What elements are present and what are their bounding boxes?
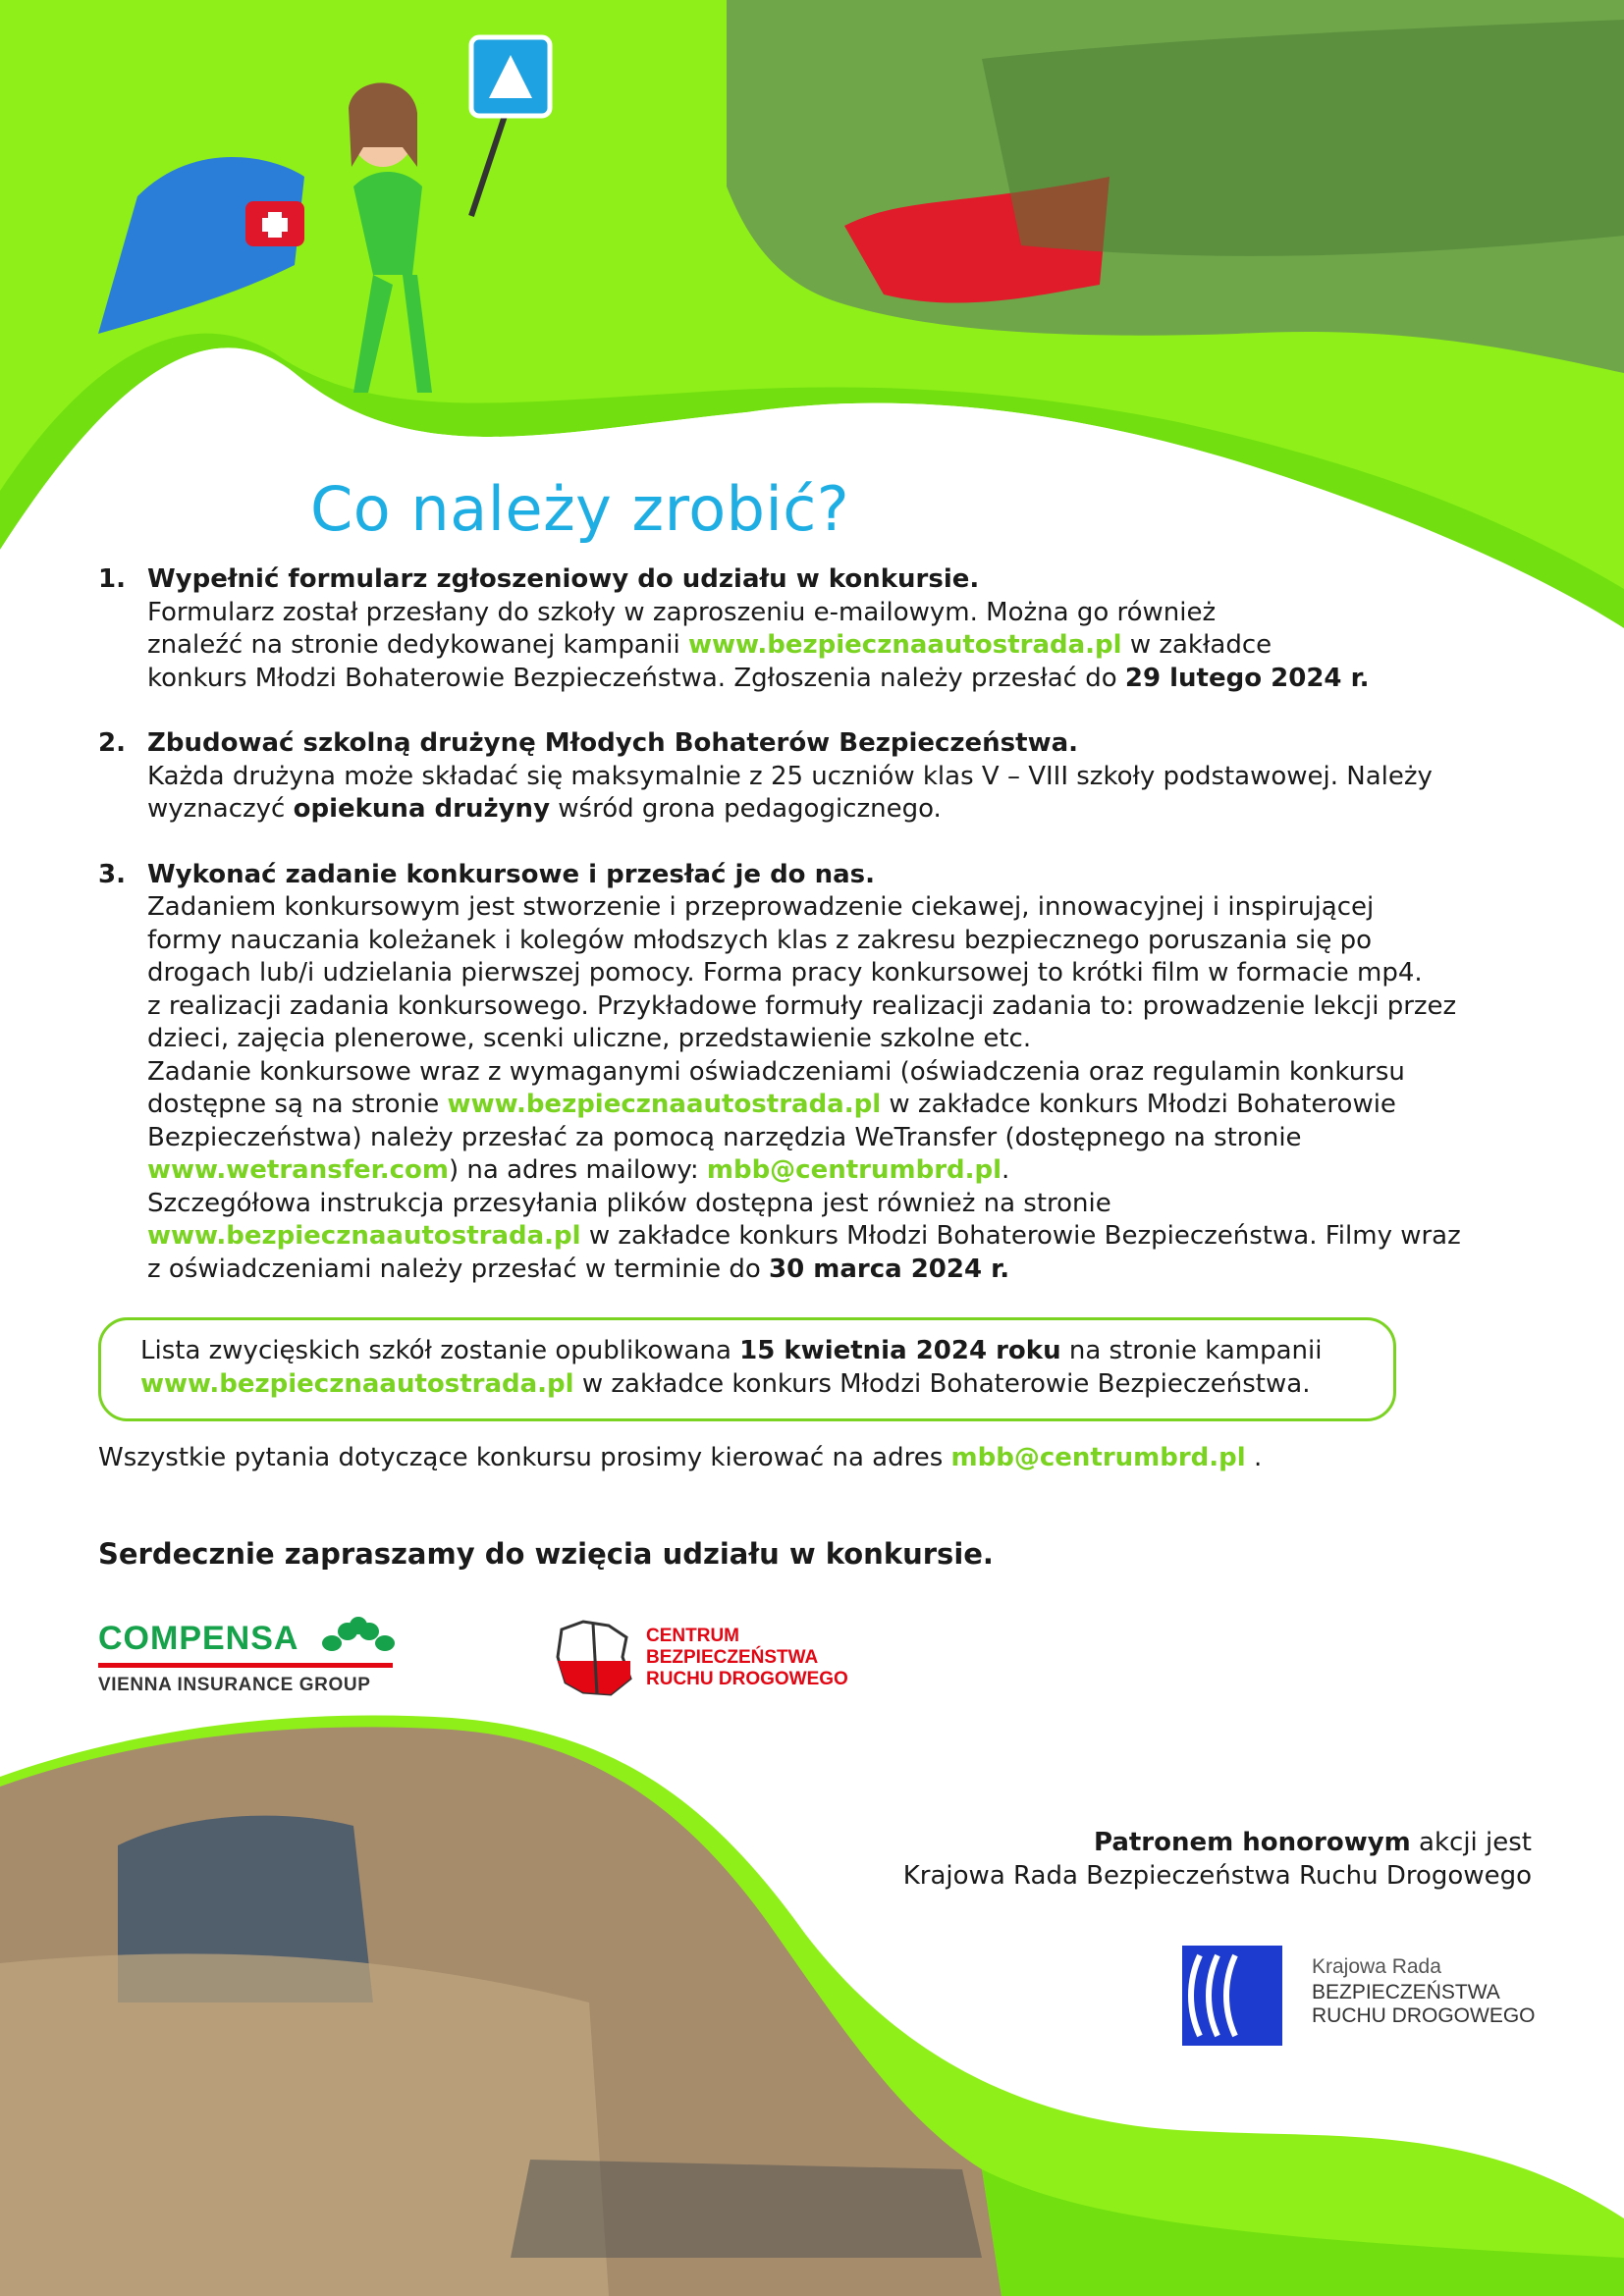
page-title: Co należy zrobić? <box>310 472 850 545</box>
campaign-link[interactable]: www.bezpiecznaautostrada.pl <box>447 1090 882 1119</box>
step-text: drogach lub/i udzielania pierwszej pomocy. Forma pracy konkursowej to krótki film w formacie mp4. <box>147 958 1423 988</box>
deadline: 29 lutego 2024 r. <box>1124 663 1370 693</box>
winners-announcement-box: Lista zwycięskich szkół zostanie opublikowana 15 kwietnia 2024 roku na stronie kampanii www.bezpiecznaautostrada.pl w zakładce konkurs Młodzi Bohaterowie Bezpieczeństwa. <box>98 1317 1396 1421</box>
compensa-logo: COMPENSA VIENNA INSURANCE GROUP <box>98 1620 403 1698</box>
campaign-link[interactable]: www.bezpiecznaautostrada.pl <box>147 1221 581 1251</box>
patron-text: Patronem honorowym akcji jest Krajowa Rada Bezpieczeństwa Ruchu Drogowego <box>902 1828 1532 1891</box>
campaign-link[interactable]: www.bezpiecznaautostrada.pl <box>687 630 1122 660</box>
step-text: Zadanie konkursowe wraz z wymaganymi oświadczeniami (oświadczenia oraz regulamin konkursu <box>147 1056 1405 1087</box>
step-text: Zadaniem konkursowym jest stworzenie i przeprowadzenie ciekawej, innowacyjnej i inspirującej <box>147 892 1375 922</box>
step-number: 3. <box>98 859 126 889</box>
step-1 <box>98 563 1551 695</box>
questions-note: Wszystkie pytania dotyczące konkursu prosimy kierować na adres mbb@centrumbrd.pl . <box>98 1443 1263 1472</box>
step-text: Bezpieczeństwa) należy przesłać za pomocą narzędzia WeTransfer (dostępnego na stronie <box>147 1122 1302 1152</box>
step-3 <box>98 859 1551 1287</box>
deadline: 30 marca 2024 r. <box>769 1254 1010 1284</box>
step-text: Szczegółowa instrukcja przesyłania plików dostępna jest również na stronie <box>147 1188 1111 1218</box>
step-text: www.bezpiecznaautostrada.pl w zakładce konkurs Młodzi Bohaterowie Bezpieczeństwa. Filmy wraz <box>147 1221 1461 1251</box>
step-2 <box>98 727 1551 827</box>
step-text: z realizacji zadania konkursowego. Przykładowe formuły realizacji zadania to: prowadzenie lekcji przez <box>147 990 1457 1021</box>
invitation-text: Serdecznie zapraszamy do wzięcia udziału w konkursie. <box>98 1537 994 1571</box>
email-link[interactable]: mbb@centrumbrd.pl <box>950 1443 1246 1472</box>
step-text: z oświadczeniami należy przesłać w terminie do 30 marca 2024 r. <box>147 1254 1010 1284</box>
step-text: Formularz został przesłany do szkoły w zaproszeniu e-mailowym. Można go również <box>147 597 1217 627</box>
campaign-link[interactable]: www.bezpiecznaautostrada.pl <box>140 1369 574 1399</box>
step-text: dostępne są na stronie www.bezpiecznaautostrada.pl w zakładce konkurs Młodzi Bohaterowie <box>147 1090 1396 1119</box>
step-text: www.wetransfer.com) na adres mailowy: mbb@centrumbrd.pl. <box>147 1155 1010 1185</box>
step-text: dzieci, zajęcia plenerowe, scenki uliczne, przedstawienie szkolne etc. <box>147 1024 1032 1053</box>
step-title: Wypełnić formularz zgłoszeniowy do udziału w konkursie. <box>147 564 980 594</box>
krbrd-emblem-icon <box>1178 1942 1286 2050</box>
step-text: Każda drużyna może składać się maksymalnie z 25 uczniów klas V – VIII szkoły podstawowej. Należy <box>147 761 1433 791</box>
step-text: konkurs Młodzi Bohaterowie Bezpieczeństwa. Zgłoszenia należy przesłać do 29 lutego 2024 r. <box>147 663 1370 693</box>
step-text: znaleźć na stronie dedykowanej kampanii www.bezpiecznaautostrada.pl w zakładce <box>147 630 1272 660</box>
krbrd-logo: Krajowa Rada BEZPIECZEŃSTWA RUCHU DROGOWEGO <box>1178 1942 1551 2050</box>
wetransfer-link[interactable]: www.wetransfer.com <box>147 1155 450 1185</box>
compensa-flower-icon <box>320 1616 397 1657</box>
cbrd-logo: CENTRUM BEZPIECZEŃSTWA RUCHU DROGOWEGO <box>554 1618 888 1698</box>
poland-map-icon <box>554 1618 634 1698</box>
email-link[interactable]: mbb@centrumbrd.pl <box>706 1155 1002 1185</box>
step-number: 2. <box>98 728 126 758</box>
step-title: Wykonać zadanie konkursowe i przesłać je do nas. <box>147 859 875 889</box>
step-text: wyznaczyć opiekuna drużyny wśród grona pedagogicznego. <box>147 794 942 824</box>
step-text: formy nauczania koleżanek i kolegów młodszych klas z zakresu bezpiecznego poruszania się po <box>147 925 1372 955</box>
steps-list <box>98 563 1551 1318</box>
step-title: Zbudować szkolną drużynę Młodych Bohaterów Bezpieczeństwa. <box>147 728 1079 758</box>
step-number: 1. <box>98 564 126 594</box>
